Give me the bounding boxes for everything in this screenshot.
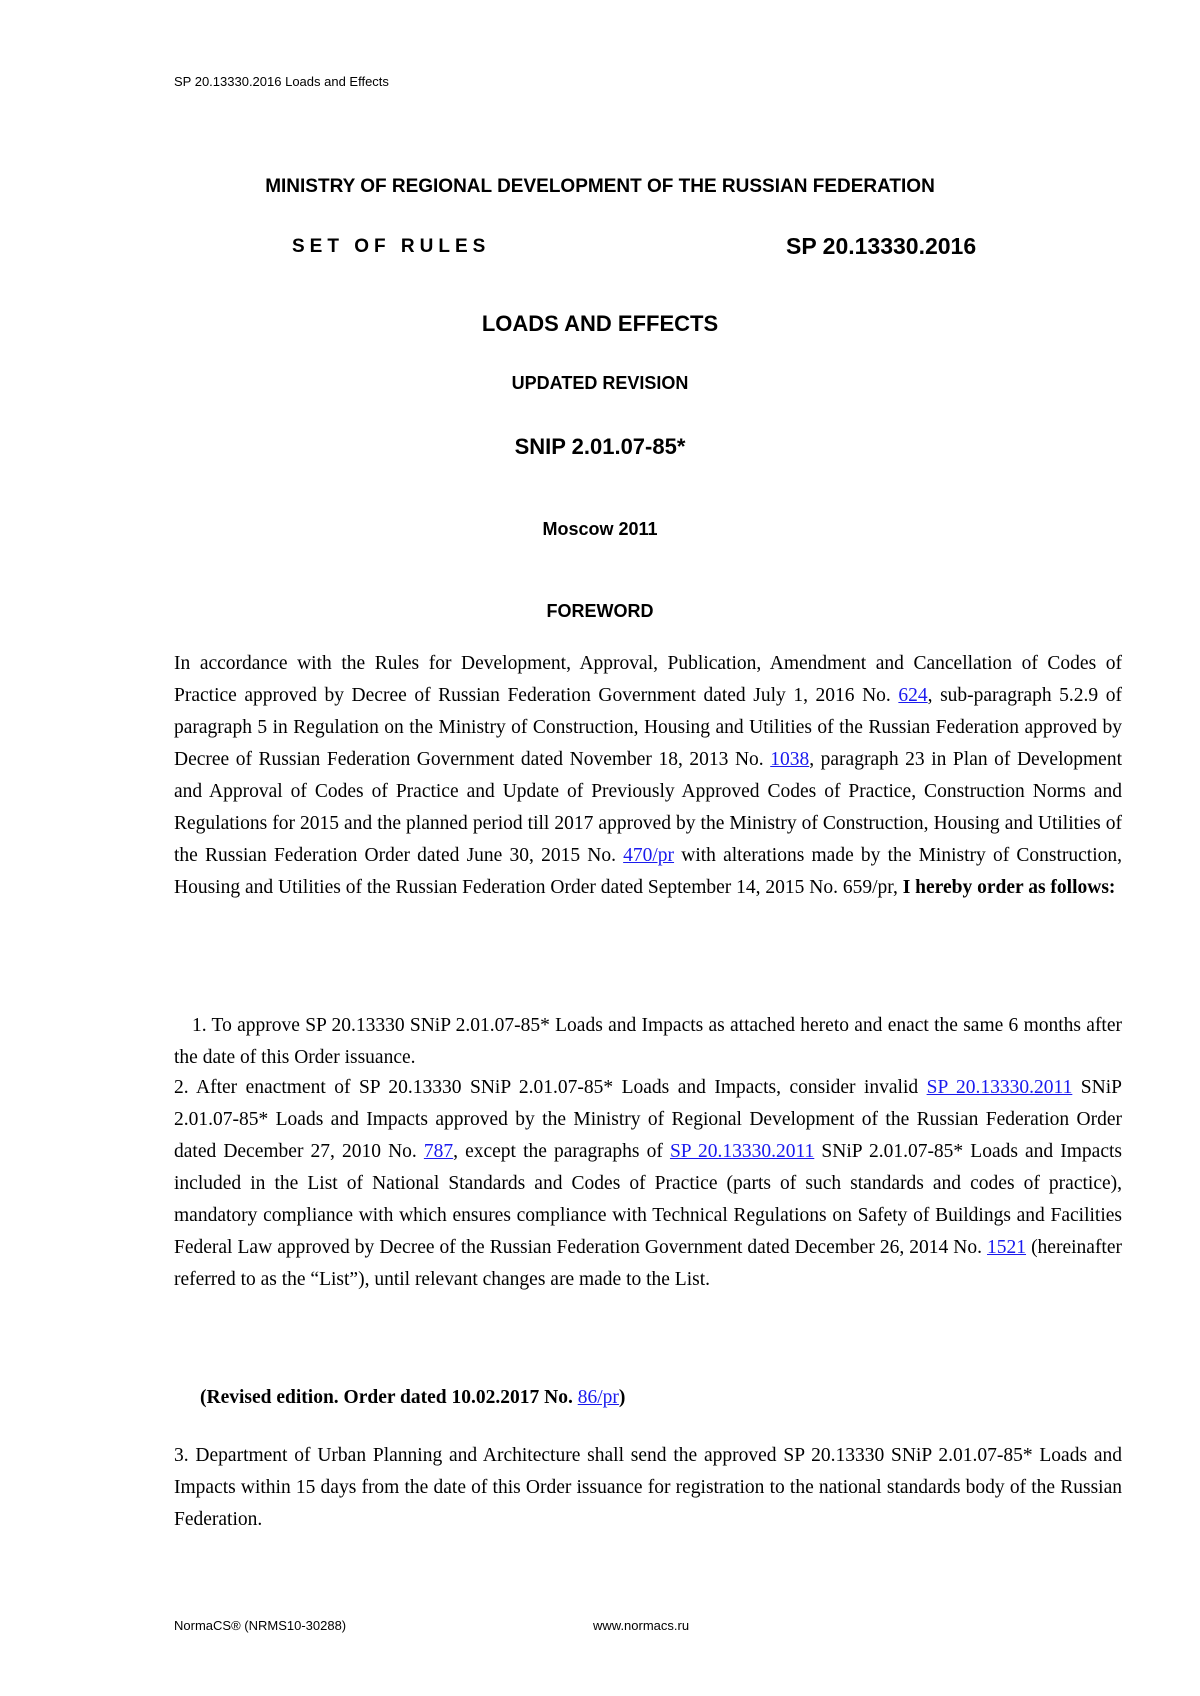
ministry-title: MINISTRY OF REGIONAL DEVELOPMENT OF THE RUSSIAN FEDERATION: [265, 176, 935, 197]
paren-open: (: [200, 1387, 207, 1408]
section-heading: FOREWORD: [546, 601, 654, 621]
text-run: with alterations made by the Ministry of Construction, Housing and Utilities of the Russian Federation Order dated September 14, 2015 No. 659/pr,: [174, 845, 1122, 898]
revision-note-text: Revised edition. Order dated 10.02.2017 No.: [206, 1387, 578, 1408]
set-of-rules-label: SET OF RULES: [292, 236, 491, 257]
order-item-3: [174, 1440, 1122, 1536]
snip-code: SNIP 2.01.07-85*: [514, 434, 686, 459]
foreword-paragraph-intro: [174, 648, 1122, 904]
text-run: 3. Department of Urban Planning and Architecture shall send the approved SP 20.13330 SNiP 2.01.07-85* Loads and Impacts within 15 days from the date of this Order issuance for registration to the national standards body of the Russian Federation.: [174, 1445, 1122, 1530]
text-run: SNiP 2.01.07-85* Loads and Impacts approved by the Ministry of Regional Development of the Russian Federation Order dated December 27, 2010 No.: [174, 1077, 1122, 1162]
footer-publisher: NormaCS® (NRMS10-30288): [174, 1618, 347, 1633]
sp-2011-link[interactable]: SP 20.13330.2011: [926, 1077, 1073, 1098]
text-run: In accordance with the Rules for Development, Approval, Publication, Amendment and Cancellation of Codes of Practice approved by Decree of Russian Federation Government dated July 1, 2016 No.: [174, 653, 1122, 706]
text-run: 1. To approve SP 20.13330 SNiP 2.01.07-85* Loads and Impacts as attached hereto and enact the same 6 months after the date of this Order issuance.: [174, 1015, 1122, 1068]
running-header: SP 20.13330.2016 Loads and Effects: [174, 74, 389, 89]
place-year: Moscow 2011: [542, 519, 658, 539]
order-86-link[interactable]: 86/pr: [577, 1387, 619, 1408]
text-run: , except the paragraphs of: [453, 1141, 670, 1162]
paren-close: ): [618, 1387, 626, 1408]
text-run: (hereinafter referred to as the “List”), until relevant changes are made to the List.: [174, 1237, 1122, 1290]
text-run: 2. After enactment of SP 20.13330 SNiP 2.01.07-85* Loads and Impacts, consider invalid: [174, 1077, 927, 1098]
decree-624-link[interactable]: 624: [898, 685, 928, 706]
sp-2011-link-2[interactable]: SP 20.13330.2011: [669, 1141, 815, 1162]
order-phrase: I hereby order as follows:: [902, 877, 1116, 898]
revision-label: UPDATED REVISION: [511, 373, 689, 393]
order-470-link[interactable]: 470/pr: [623, 845, 675, 866]
document-title: LOADS AND EFFECTS: [481, 311, 719, 336]
order-item-1: [174, 1010, 1122, 1074]
decree-1521-link[interactable]: 1521: [987, 1237, 1027, 1258]
revision-note: [200, 1382, 1122, 1414]
document-code: SP 20.13330.2016: [786, 233, 977, 259]
decree-1038-link[interactable]: 1038: [770, 749, 810, 770]
text-run: , paragraph 23 in Plan of Development and Approval of Codes of Practice and Update of Previously Approved Codes of Practice, Construction Norms and Regulations for 2015 and the planned period till 2017 approved by the Ministry of Construction, Housing and Utilities of the Russian Federation Order dated June 30, 2015 No.: [174, 749, 1122, 866]
order-787-link[interactable]: 787: [423, 1141, 454, 1162]
text-run: SNiP 2.01.07-85* Loads and Impacts included in the List of National Standards and Codes of Practice (parts of such standards and codes of practice), mandatory compliance with which ensures compliance with Technical Regulations on Safety of Buildings and Facilities Federal Law approved by Decree of the Russian Federation Government dated December 26, 2014 No.: [174, 1141, 1122, 1258]
order-item-2: [174, 1072, 1122, 1296]
footer-website: www.normacs.ru: [593, 1618, 690, 1633]
text-run: , sub-paragraph 5.2.9 of paragraph 5 in Regulation on the Ministry of Construction, Housing and Utilities of the Russian Federation approved by Decree of Russian Federation Government dated November 18, 2013 No.: [174, 685, 1122, 770]
